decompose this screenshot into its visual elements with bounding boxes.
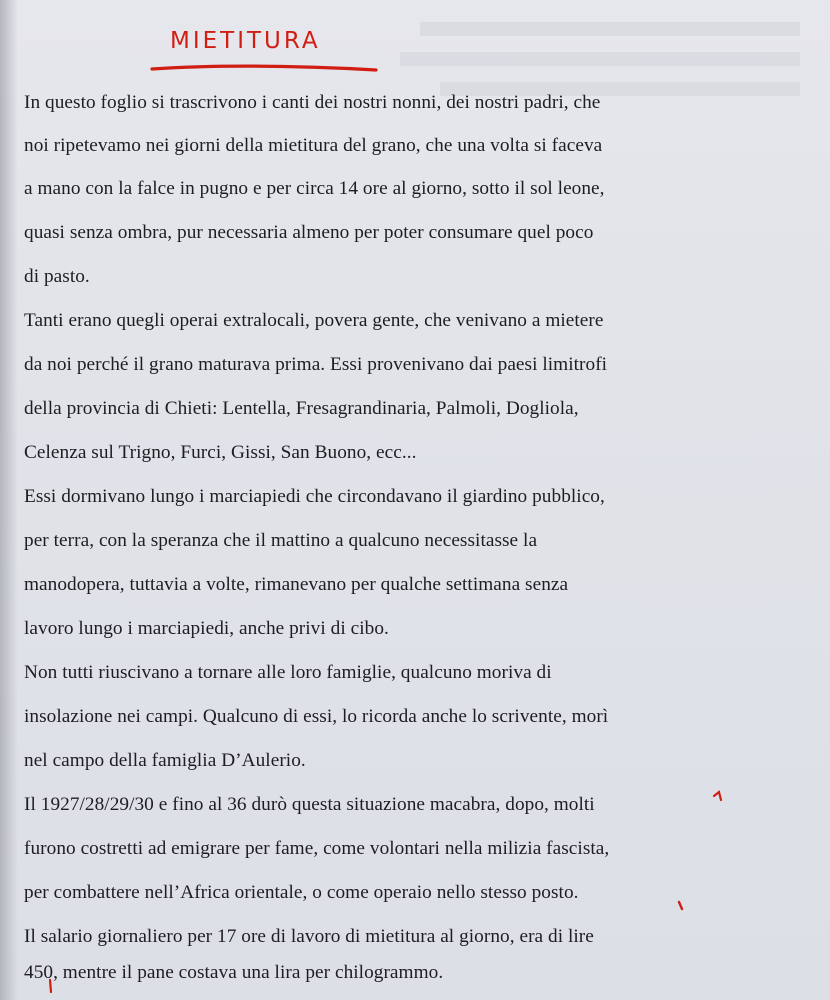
text-line: lavoro lungo i marciapiedi, anche privi di cibo. [24,618,389,639]
text-line: Essi dormivano lungo i marciapiedi che circondavano il giardino pubblico, [24,486,605,507]
text-line: Non tutti riuscivano a tornare alle loro famiglie, qualcuno moriva di [24,662,552,683]
handwritten-title-block [150,26,380,76]
text-line: quasi senza ombra, pur necessaria almeno per poter consumare quel poco [24,222,594,243]
text-line: a mano con la falce in pugno e per circa 14 ore al giorno, sotto il sol leone, [24,178,605,199]
text-line: di pasto. [24,266,90,287]
text-line: per combattere nell’Africa orientale, o come operaio nello stesso posto. [24,882,579,903]
show-through-band [420,22,800,36]
text-line: 450, mentre il pane costava una lira per chilogrammo. [24,962,444,983]
text-line: per terra, con la speranza che il mattino a qualcuno necessitasse la [24,530,538,551]
show-through-band [400,52,800,66]
text-line: da noi perché il grano maturava prima. Essi provenivano dai paesi limitrofi [24,354,608,375]
text-line: Il 1927/28/29/30 e fino al 36 durò questa situazione macabra, dopo, molti [24,794,595,815]
text-line: Celenza sul Trigno, Furci, Gissi, San Buono, ecc... [24,442,417,463]
red-comma-mark [676,900,686,912]
page-edge-shadow [0,0,18,1000]
text-line: Tanti erano quegli operai extralocali, povera gente, che venivano a mietere [24,310,604,331]
text-line: noi ripetevamo nei giorni della mietitura del grano, che una volta si faceva [24,135,603,156]
text-line: furono costretti ad emigrare per fame, come volontari nella milizia fascista, [24,838,610,859]
title-underline [150,62,380,76]
text-line: Il salario giornaliero per 17 ore di lavoro di mietitura al giorno, era di lire [24,926,594,947]
red-tick-mark [46,978,56,994]
text-line: nel campo della famiglia D’Aulerio. [24,750,306,771]
text-line: della provincia di Chieti: Lentella, Fresagrandinaria, Palmoli, Dogliola, [24,398,579,419]
text-line: insolazione nei campi. Qualcuno di essi, lo ricorda anche lo scrivente, morì [24,706,609,727]
text-line: manodopera, tuttavia a volte, rimanevano per qualche settimana senza [24,574,569,595]
handwritten-title: MIETITURA [170,28,321,54]
text-line: In questo foglio si trascrivono i canti dei nostri nonni, dei nostri padri, che [24,92,601,113]
red-comma-mark [712,788,726,804]
